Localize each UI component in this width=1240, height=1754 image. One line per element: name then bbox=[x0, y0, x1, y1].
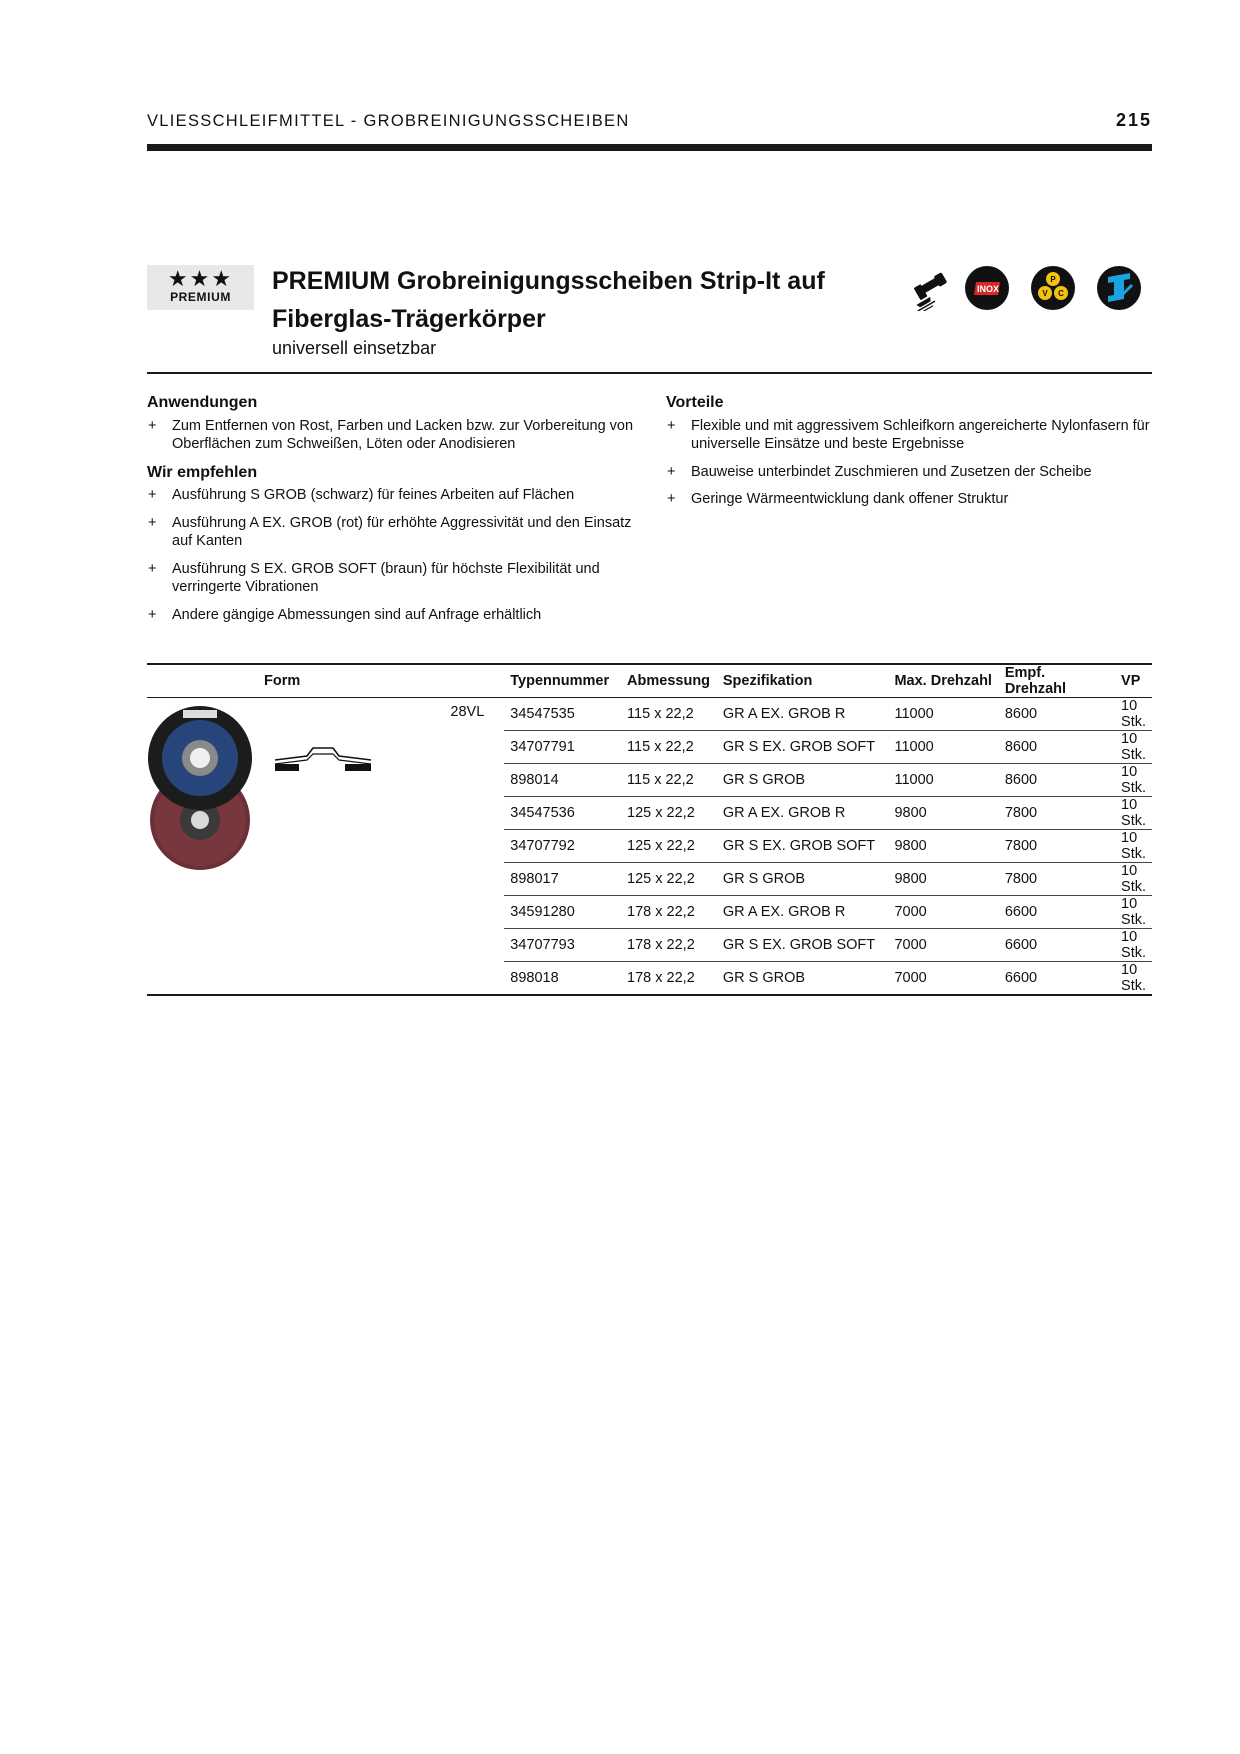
pvc-icon bbox=[1030, 265, 1076, 311]
plus-icon: + bbox=[667, 463, 676, 480]
header-rule bbox=[147, 144, 1152, 151]
list-item: + Bauweise unterbindet Zuschmieren und Zusetzen der Scheibe bbox=[667, 463, 1092, 480]
product-images bbox=[147, 698, 426, 996]
vorteile-heading: Vorteile bbox=[666, 394, 724, 411]
disc-profile-icon bbox=[273, 742, 373, 774]
anwendungen-heading: Anwendungen bbox=[147, 394, 258, 411]
list-item: + Flexible und mit aggressivem Schleifkorn angereicherte Nylonfasern für universelle Einsätze und beste Ergebnisse bbox=[667, 417, 1150, 452]
vorteile-list bbox=[666, 417, 1152, 509]
right-column bbox=[666, 394, 1152, 518]
plus-icon: + bbox=[148, 514, 157, 531]
stars-icon: ★★★ bbox=[167, 266, 234, 291]
svg-text:P: P bbox=[1050, 275, 1056, 284]
left-column bbox=[147, 394, 647, 633]
table-row: 34547536 125 x 22,2 GR A EX. GROB R 9800 7800 10 Stk. bbox=[147, 797, 1152, 830]
col-typennummer: Typennummer bbox=[504, 664, 621, 698]
svg-text:C: C bbox=[1058, 289, 1064, 298]
page-number: 215 bbox=[1115, 110, 1152, 130]
product-subtitle: universell einsetzbar bbox=[272, 338, 437, 358]
plus-icon: + bbox=[148, 487, 157, 503]
premium-badge bbox=[147, 265, 254, 310]
list-item: + Geringe Wärmeentwicklung dank offener Struktur bbox=[667, 491, 1009, 507]
table-row: 898017 125 x 22,2 GR S GROB 9800 7800 10 Stk. bbox=[147, 863, 1152, 896]
plus-icon: + bbox=[148, 417, 157, 434]
list-item: + Andere gängige Abmessungen sind auf Anfrage erhältlich bbox=[148, 606, 542, 623]
table-row: 34591280 178 x 22,2 GR A EX. GROB R 7000 6600 10 Stk. bbox=[147, 896, 1152, 929]
col-spezifikation: Spezifikation bbox=[717, 664, 889, 698]
anwendungen-list bbox=[147, 417, 647, 454]
product-photo bbox=[147, 702, 259, 872]
plus-icon: + bbox=[667, 417, 676, 434]
empfehlen-heading: Wir empfehlen bbox=[147, 463, 258, 481]
col-form: Form bbox=[147, 664, 504, 698]
title-rule bbox=[147, 372, 1152, 374]
product-table bbox=[147, 663, 1152, 996]
col-vp: VP bbox=[1115, 664, 1152, 698]
list-item: + Ausführung S EX. GROB SOFT (braun) für höchste Flexibilität und verringerte Vibrationen bbox=[148, 560, 600, 595]
inclined-application-icon bbox=[1096, 265, 1142, 311]
table-row: 34707791 115 x 22,2 GR S EX. GROB SOFT 11000 8600 10 Stk. bbox=[147, 731, 1152, 764]
col-empf-drehzahl: Empf. Drehzahl bbox=[999, 664, 1115, 698]
col-max-drehzahl: Max. Drehzahl bbox=[888, 664, 998, 698]
form-code: 28VL bbox=[426, 698, 504, 996]
svg-text:V: V bbox=[1042, 289, 1048, 298]
col-abmessung: Abmessung bbox=[621, 664, 717, 698]
table-row: 34707792 125 x 22,2 GR S EX. GROB SOFT 9800 7800 10 Stk. bbox=[147, 830, 1152, 863]
svg-text:INOX: INOX bbox=[976, 284, 1000, 294]
section-title: VLIESSCHLEIFMITTEL - GROBREINIGUNGSSCHEIBEN bbox=[147, 112, 630, 130]
empfehlen-list bbox=[147, 486, 647, 624]
table-header-row bbox=[147, 664, 1152, 698]
plus-icon: + bbox=[148, 606, 157, 623]
angle-grinder-icon bbox=[906, 267, 950, 311]
inox-icon bbox=[964, 265, 1010, 311]
table-row: 898014 115 x 22,2 GR S GROB 11000 8600 10 Stk. bbox=[147, 764, 1152, 797]
application-icons bbox=[906, 265, 1152, 315]
list-item: + Ausführung A EX. GROB (rot) für erhöhte Aggressivität und den Einsatz auf Kanten bbox=[148, 514, 632, 549]
table-row: 28VL 34547535 115 x 22,2 GR A EX. GROB R 11000 8600 10 Stk. bbox=[147, 698, 1152, 731]
plus-icon: + bbox=[667, 491, 676, 507]
plus-icon: + bbox=[148, 560, 157, 577]
list-item: + Ausführung S GROB (schwarz) für feines Arbeiten auf Flächen bbox=[148, 487, 575, 503]
list-item: + Zum Entfernen von Rost, Farben und Lacken bzw. zur Vorbereitung von Oberflächen zum Schweißen, Löten oder Anodisieren bbox=[148, 417, 634, 452]
table-row: 898018 178 x 22,2 GR S GROB 7000 6600 10 Stk. bbox=[147, 962, 1152, 996]
page-header bbox=[147, 108, 1152, 136]
badge-label: PREMIUM bbox=[170, 290, 231, 304]
product-title: PREMIUM Grobreinigungsscheiben Strip-It auf Fiberglas-Trägerkörper bbox=[272, 267, 825, 333]
table-row: 34707793 178 x 22,2 GR S EX. GROB SOFT 7000 6600 10 Stk. bbox=[147, 929, 1152, 962]
